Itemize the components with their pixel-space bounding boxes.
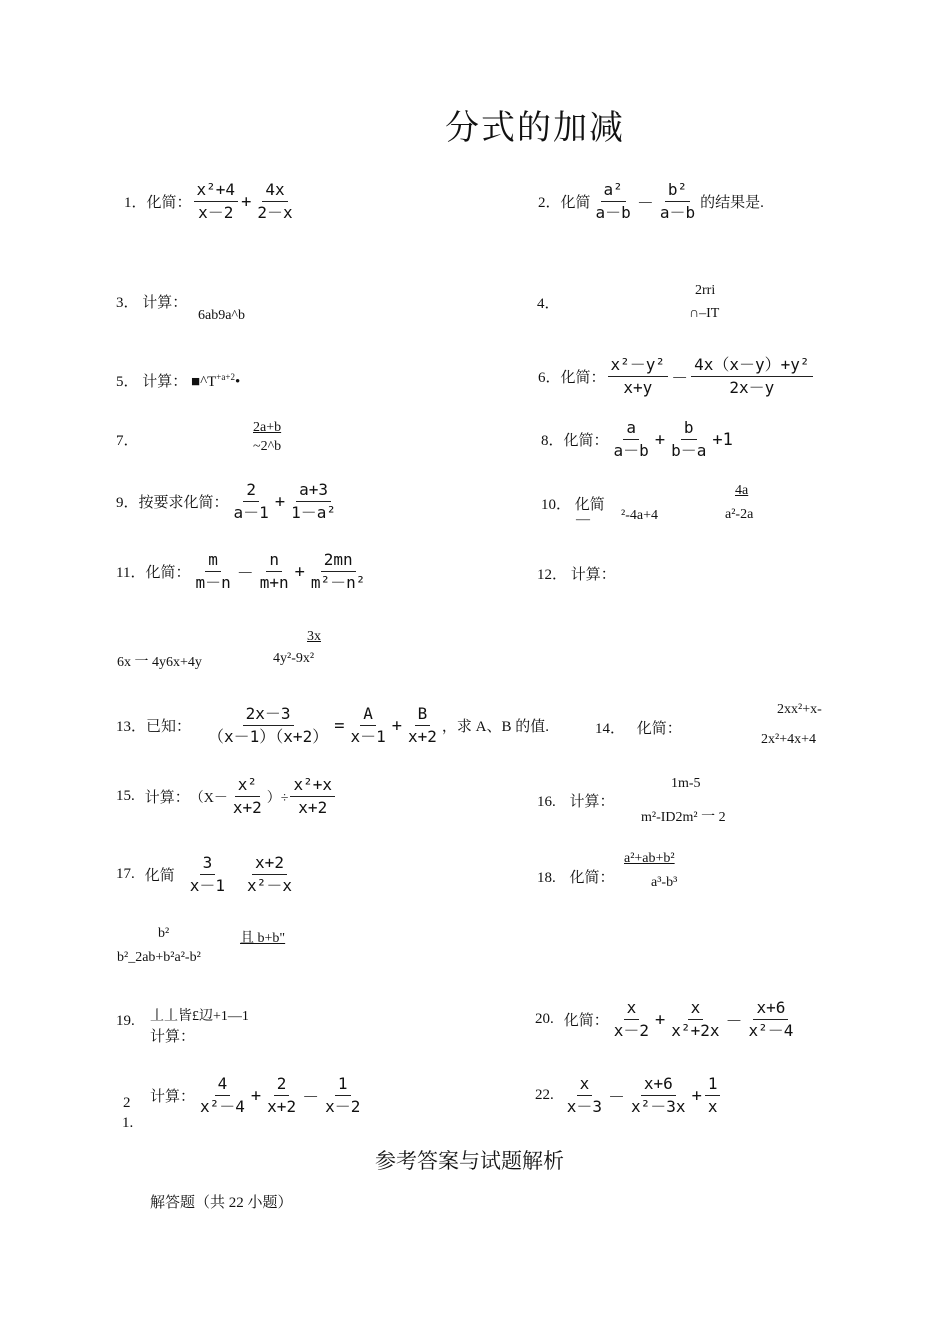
problem-label: 化简：: [563, 433, 609, 449]
fraction: $\frac{n}{m+n}$: [259, 550, 289, 592]
problem-tail: ，求 A、B 的值.: [441, 719, 549, 735]
problem-9: 9． 按要求化简： $\frac{2}{a-1}$ + $\frac{a+3}{\text{1－a²}}$: [116, 480, 341, 523]
problem-17-extra-top-right: 且 b+b": [240, 931, 286, 946]
fraction: $\frac{\text{4x（x－y）+y²}}{2x-y}$: [691, 355, 812, 398]
problem-number: 2．: [538, 195, 561, 211]
problem-12-left: 6x 一 4y6x+4y: [117, 655, 202, 670]
problem-1: 1． 化简： $\frac{\text{x²+4}}{x-2}$ + $\frac{4x}{2-x}$: [124, 180, 298, 223]
problem-label: 按要求化简：: [138, 495, 229, 511]
problem-number: 6．: [538, 370, 561, 386]
fraction: $\frac{a+3}{\text{1－a²}}$: [291, 480, 336, 522]
fraction: $\frac{\text{x²－y²}}{x+y}$: [608, 355, 669, 398]
fraction: $\frac{x+6}{\text{x²－3x}}$: [631, 1074, 686, 1116]
problem-4-bottom: ∩–IT: [689, 306, 720, 321]
fraction: $\frac{\text{x²+x}}{x+2}$: [290, 775, 335, 818]
problem-18-bottom: a³-b³: [651, 875, 678, 890]
problem-tail: •: [234, 374, 241, 390]
problem-2: 2． 化简 $\frac{\text{a²}}{a-b}$ － $\frac{\text{b²}}{a-b}$ 的结果是.: [538, 180, 764, 222]
problem-10-bottom: a²-2a: [725, 507, 754, 522]
fraction: $\frac{A}{x-1}$: [350, 704, 386, 746]
problem-7-number: 7．: [116, 433, 139, 449]
problem-15: [116, 775, 337, 818]
problem-number: 11．: [116, 565, 146, 581]
problem-19-number: 19.: [116, 1013, 135, 1029]
fraction: $\frac{x}{x-2}$: [613, 998, 650, 1040]
problem-4-number: 4．: [537, 296, 560, 312]
fraction: $\frac{2}{x+2}$: [267, 1074, 297, 1116]
fraction: $\frac{\text{a²}}{a-b}$: [595, 180, 631, 222]
problem-expression: ■^T: [191, 374, 217, 390]
problem-number: 9．: [116, 495, 139, 511]
problem-14: [595, 717, 682, 738]
problem-number: 16.: [537, 794, 556, 810]
problem-label: 计算：: [569, 794, 615, 810]
problem-3-expression: 6ab9a^b: [198, 308, 245, 323]
problem-label: 计算：: [142, 374, 188, 390]
fraction: $\frac{x+2}{\text{x²－x}}$: [247, 853, 292, 895]
problem-7-top: 2a+b: [253, 420, 282, 435]
problem-number: 8．: [541, 433, 564, 449]
problem-label: 化简：: [146, 195, 192, 211]
fraction: $\frac{2mn}{\text{m²－n²}}$: [310, 550, 366, 592]
superscript: +a+2: [216, 372, 235, 382]
fraction: $\frac{2x-3}{(x-1)(x+2)}$: [208, 704, 329, 746]
problem-label: 计算：: [144, 790, 190, 806]
problem-14-top: 2xx²+x-: [777, 702, 822, 717]
problem-label: 计算：: [150, 1089, 196, 1105]
fraction: $\frac{b}{b-a}$: [671, 418, 707, 460]
problem-12: [537, 563, 616, 584]
problem-6: 6． 化简： $\frac{\text{x²－y²}}{x+y}$ － $\frac{\text{4x（x－y）+y²}}{2x-y}$: [538, 355, 815, 398]
problem-17: [116, 853, 297, 896]
answers-title: 参考答案与试题解析: [375, 1149, 564, 1173]
problem-10-mid: ²-4a+4: [621, 508, 658, 523]
problem-number: 14．: [595, 721, 626, 737]
problem-number: 10．: [541, 497, 572, 513]
fraction: $\frac{3}{x-1}$: [189, 853, 226, 895]
problem-label: 化简：: [560, 370, 606, 386]
problem-number: 12．: [537, 567, 568, 583]
problem-label: 化简：: [563, 1013, 609, 1029]
fraction: $\frac{4}{\text{x²－4}}$: [200, 1074, 245, 1116]
problem-14-bottom: 2x²+4x+4: [761, 732, 816, 747]
problem-number: 17.: [116, 866, 135, 882]
problem-label: 计算：: [570, 567, 616, 583]
problem-12-top: 3x: [307, 629, 321, 644]
problem-number: 18.: [537, 870, 556, 886]
problem-17-extra-top-left: b²: [158, 926, 170, 941]
problem-20: 20. 化简： $\frac{x}{x-2}$ + $\frac{x}{\text{x²+2x}}$ － $\frac{x+6}{\text{x²－4}}$: [535, 998, 798, 1041]
fraction: $\frac{a}{a-b}$: [613, 418, 649, 460]
problem-label: 已知：: [146, 719, 192, 735]
problem-4-top: 2rri: [695, 283, 716, 298]
problem-18-top: a²+ab+b²: [624, 851, 675, 866]
fraction: $\frac{4x}{2-x}$: [257, 180, 293, 222]
problem-21-number-top: 2: [123, 1095, 131, 1111]
fraction: $\frac{x}{x-3}$: [566, 1074, 603, 1116]
problem-number: 1．: [124, 195, 147, 211]
problem-22: 22. $\frac{x}{x-3}$ － $\frac{x+6}{\text{x²－3x}}$ + $\frac{1}{x}$: [535, 1074, 722, 1117]
problem-tail: 的结果是.: [700, 195, 764, 211]
fraction: $\frac{2}{a-1}$: [233, 480, 269, 522]
problem-number: 22.: [535, 1087, 554, 1103]
problem-label: 化简: [144, 868, 175, 884]
fraction: $\frac{B}{x+2}$: [407, 704, 437, 746]
problem-7-bottom: ~2^b: [253, 439, 282, 454]
problem-8: 8． 化简： $\frac{a}{a-b}$ + $\frac{b}{b-a}$ +1: [541, 418, 733, 460]
problem-19-label: 计算：: [150, 1029, 196, 1045]
problem-3: [116, 291, 187, 312]
problem-label: 化简：: [636, 721, 682, 737]
open-paren: （X－: [189, 790, 228, 806]
problem-16: [537, 790, 615, 811]
problem-21: 计算： $\frac{4}{\text{x²－4}}$ + $\frac{2}{x+2}$ － $\frac{1}{x-2}$: [150, 1074, 365, 1117]
problem-11: 11． 化简： $\frac{m}{m-n}$ － $\frac{n}{m+n}$ + $\frac{2mn}{\text{m²－n²}}$: [116, 550, 370, 593]
problem-10-dash: —: [576, 512, 590, 527]
fraction: $\frac{\text{b²}}{a-b}$: [659, 180, 696, 222]
problem-13: 13． 已知： $\frac{2x-3}{(x-1)(x+2)}$ = $\frac{A}{x-1}$ + $\frac{B}{x+2}$ ，求 A、B 的值.: [116, 704, 549, 746]
problem-label: 化简: [560, 195, 591, 211]
problem-number: 20.: [535, 1011, 554, 1027]
problem-label: 化简: [574, 497, 605, 513]
problem-18: [537, 866, 615, 887]
problem-number: 3．: [116, 295, 139, 311]
fraction: $\frac{\text{x²}}{x+2}$: [232, 775, 262, 817]
fraction: $\frac{1}{x}$: [705, 1074, 721, 1117]
fraction: $\frac{\text{x²+4}}{x-2}$: [194, 180, 239, 223]
problem-number: 15.: [116, 788, 135, 804]
problem-label: 化简：: [569, 870, 615, 886]
problem-number: 5．: [116, 374, 139, 390]
fraction: $\frac{m}{m-n}$: [195, 550, 231, 592]
problem-5: [116, 370, 240, 391]
problem-label: 计算：: [142, 295, 188, 311]
answers-subtitle: 解答题（共 22 小题）: [150, 1195, 293, 1211]
problem-16-top: 1m-5: [671, 776, 701, 791]
problem-16-bottom: m²-ID2m² 一 2: [641, 810, 726, 825]
problem-10-top: 4a: [735, 483, 749, 498]
close-paren: ）÷: [266, 790, 289, 806]
problem-19-line: 丄丄皆£辺+1—1: [150, 1009, 249, 1024]
problem-12-bottom: 4y²-9x²: [273, 651, 315, 666]
problem-21-number-bottom: 1.: [122, 1115, 134, 1131]
problem-number: 13．: [116, 719, 147, 735]
fraction: $\frac{x+6}{\text{x²－4}}$: [748, 998, 794, 1040]
problem-10: [541, 493, 605, 514]
problem-17-extra-bottom: b²_2ab+b²a²-b²: [117, 950, 201, 965]
fraction: $\frac{x}{\text{x²+2x}}$: [671, 998, 720, 1040]
page-title: 分式的加减: [445, 110, 625, 147]
fraction: $\frac{1}{x-2}$: [325, 1074, 361, 1116]
problem-label: 化简：: [145, 565, 191, 581]
